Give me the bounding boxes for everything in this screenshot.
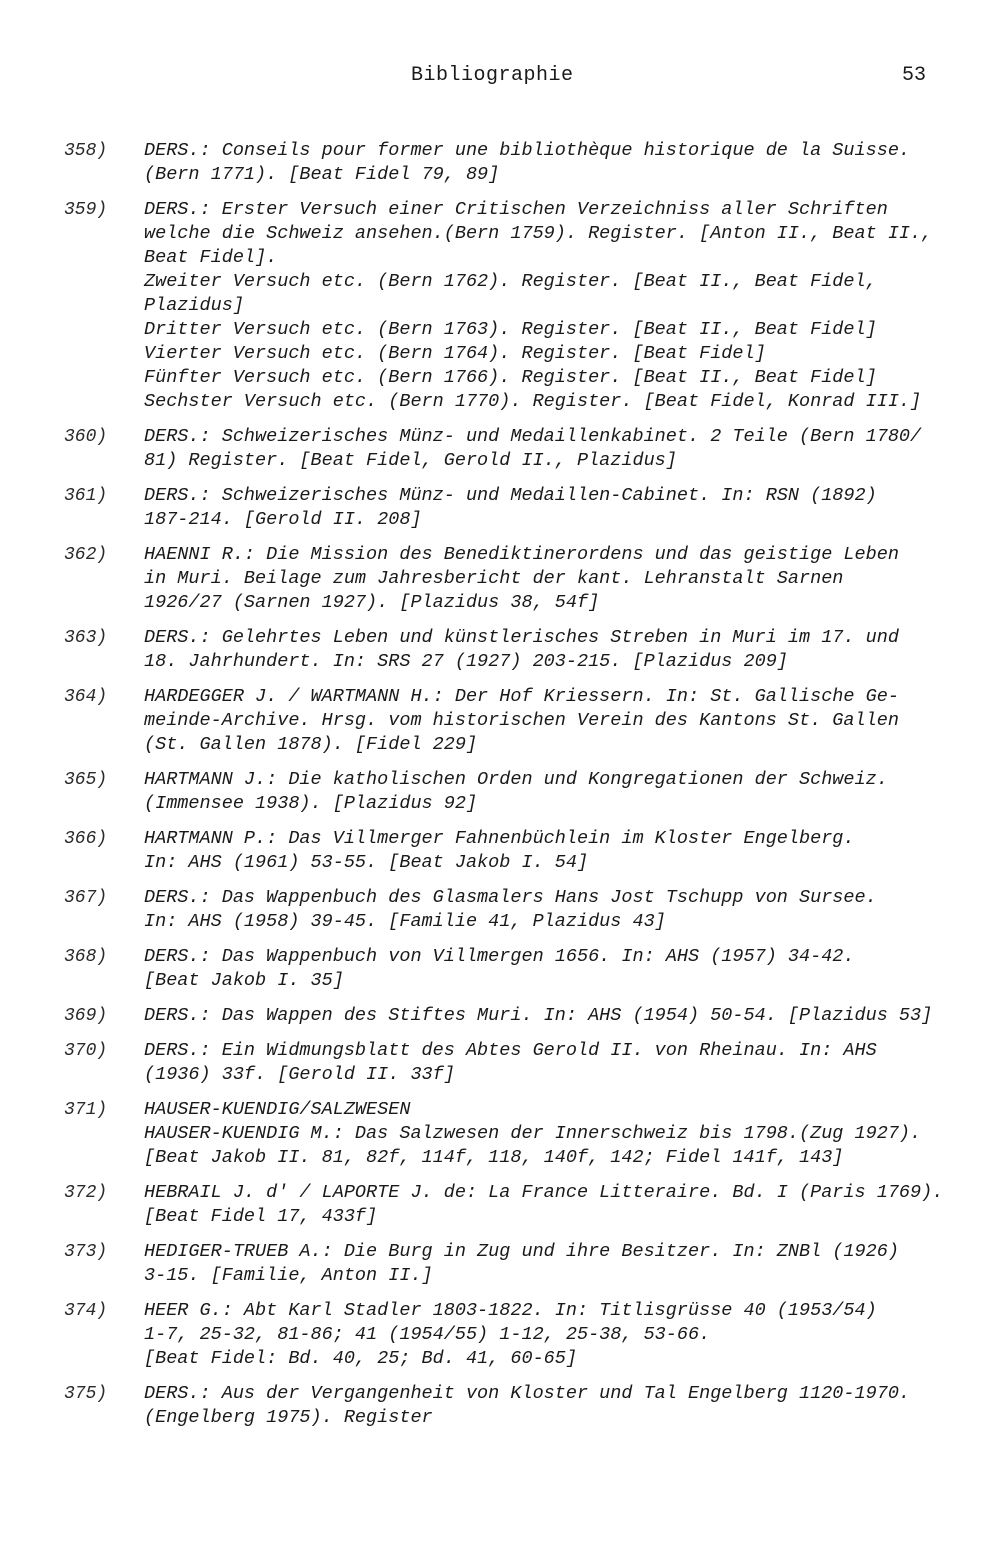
entry-line: 187-214. [Gerold II. 208] — [144, 509, 422, 530]
entry-number: 368) — [64, 947, 108, 967]
entry-number: 363) — [64, 628, 108, 648]
entry-text — [144, 543, 974, 615]
entry-line: [Beat Jakob I. 35] — [144, 970, 344, 991]
entry-line: In: AHS (1958) 39-45. [Familie 41, Plazidus 43] — [144, 911, 666, 932]
entry-text — [144, 425, 974, 473]
entry-line: DERS.: Schweizerisches Münz- und Medaillen-Cabinet. In: RSN (1892) — [144, 485, 877, 506]
bibliography-entry — [0, 198, 1000, 414]
entry-line: HARDEGGER J. / WARTMANN H.: Der Hof Kriessern. In: St. Gallische Ge- — [144, 686, 899, 707]
bibliography-list — [0, 139, 1000, 1441]
entry-line: DERS.: Erster Versuch einer Critischen Verzeichniss aller Schriften — [144, 199, 888, 220]
entry-line: Vierter Versuch etc. (Bern 1764). Register. [Beat Fidel] — [144, 343, 766, 364]
entry-number: 369) — [64, 1006, 108, 1026]
entry-number: 373) — [64, 1242, 108, 1262]
entry-line: [Beat Jakob II. 81, 82f, 114f, 118, 140f, 142; Fidel 141f, 143] — [144, 1147, 844, 1168]
entry-number: 362) — [64, 545, 108, 565]
entry-line: In: AHS (1961) 53-55. [Beat Jakob I. 54] — [144, 852, 589, 873]
entry-text — [144, 1004, 974, 1028]
entry-line: DERS.: Conseils pour former une bibliothèque historique de la Suisse. — [144, 140, 911, 161]
entry-number: 366) — [64, 829, 108, 849]
entry-number: 365) — [64, 770, 108, 790]
entry-line: HAENNI R.: Die Mission des Benediktinerordens und das geistige Leben — [144, 544, 899, 565]
entry-line: Dritter Versuch etc. (Bern 1763). Register. [Beat II., Beat Fidel] — [144, 319, 877, 340]
entry-number: 367) — [64, 888, 108, 908]
entry-line: (St. Gallen 1878). [Fidel 229] — [144, 734, 478, 755]
entry-number: 371) — [64, 1100, 108, 1120]
bibliography-entry — [0, 768, 1000, 816]
bibliography-entry — [0, 425, 1000, 473]
running-title: Bibliographie — [411, 64, 574, 87]
bibliography-entry — [0, 1181, 1000, 1229]
entry-line: in Muri. Beilage zum Jahresbericht der kant. Lehranstalt Sarnen — [144, 568, 844, 589]
entry-text — [144, 685, 974, 757]
entry-number: 358) — [64, 141, 108, 161]
entry-text — [144, 945, 974, 993]
entry-line: (Bern 1771). [Beat Fidel 79, 89] — [144, 164, 500, 185]
entry-line: DERS.: Das Wappenbuch von Villmergen 1656. In: AHS (1957) 34-42. — [144, 946, 855, 967]
entry-line: HAUSER-KUENDIG M.: Das Salzwesen der Innerschweiz bis 1798.(Zug 1927). — [144, 1123, 922, 1144]
entry-number: 360) — [64, 427, 108, 447]
entry-text — [144, 1382, 974, 1430]
entry-line: DERS.: Ein Widmungsblatt des Abtes Gerold II. von Rheinau. In: AHS — [144, 1040, 877, 1061]
entry-text — [144, 1240, 974, 1288]
entry-text — [144, 484, 974, 532]
entry-line: (Engelberg 1975). Register — [144, 1407, 433, 1428]
bibliography-entry — [0, 1004, 1000, 1028]
entry-line: (Immensee 1938). [Plazidus 92] — [144, 793, 478, 814]
bibliography-entry — [0, 1098, 1000, 1170]
entry-number: 374) — [64, 1301, 108, 1321]
entry-number: 375) — [64, 1384, 108, 1404]
page-number: 53 — [902, 64, 927, 87]
entry-line: 81) Register. [Beat Fidel, Gerold II., Plazidus] — [144, 450, 677, 471]
entry-number: 372) — [64, 1183, 108, 1203]
entry-line: meinde-Archive. Hrsg. vom historischen Verein des Kantons St. Gallen — [144, 710, 899, 731]
entry-line: HAUSER-KUENDIG/SALZWESEN — [144, 1099, 411, 1120]
bibliography-entry — [0, 626, 1000, 674]
entry-line: Beat Fidel]. — [144, 247, 278, 268]
entry-line: welche die Schweiz ansehen.(Bern 1759). Register. [Anton II., Beat II., — [144, 223, 933, 244]
entry-text — [144, 886, 974, 934]
bibliography-entry — [0, 1382, 1000, 1430]
entry-line: [Beat Fidel: Bd. 40, 25; Bd. 41, 60-65] — [144, 1348, 577, 1369]
entry-line: [Beat Fidel 17, 433f] — [144, 1206, 378, 1227]
entry-line: HARTMANN P.: Das Villmerger Fahnenbüchlein im Kloster Engelberg. — [144, 828, 855, 849]
bibliography-entry — [0, 685, 1000, 757]
entry-line: 3-15. [Familie, Anton II.] — [144, 1265, 433, 1286]
entry-text — [144, 827, 974, 875]
entry-line: 1926/27 (Sarnen 1927). [Plazidus 38, 54f] — [144, 592, 600, 613]
entry-line: HEER G.: Abt Karl Stadler 1803-1822. In: Titlisgrüsse 40 (1953/54) — [144, 1300, 877, 1321]
entry-line: DERS.: Aus der Vergangenheit von Kloster und Tal Engelberg 1120-1970. — [144, 1383, 911, 1404]
bibliography-entry — [0, 543, 1000, 615]
entry-line: DERS.: Das Wappen des Stiftes Muri. In: AHS (1954) 50-54. [Plazidus 53] — [144, 1005, 933, 1026]
entry-line: HARTMANN J.: Die katholischen Orden und Kongregationen der Schweiz. — [144, 769, 888, 790]
entry-text — [144, 1039, 974, 1087]
bibliography-entry — [0, 1299, 1000, 1371]
entry-number: 364) — [64, 687, 108, 707]
entry-line: Plazidus] — [144, 295, 244, 316]
bibliography-entry — [0, 484, 1000, 532]
entry-number: 370) — [64, 1041, 108, 1061]
entry-line: Sechster Versuch etc. (Bern 1770). Register. [Beat Fidel, Konrad III.] — [144, 391, 922, 412]
entry-line: Zweiter Versuch etc. (Bern 1762). Register. [Beat II., Beat Fidel, — [144, 271, 877, 292]
bibliography-entry — [0, 886, 1000, 934]
bibliography-entry — [0, 945, 1000, 993]
entry-number: 361) — [64, 486, 108, 506]
bibliography-entry — [0, 139, 1000, 187]
entry-line: 1-7, 25-32, 81-86; 41 (1954/55) 1-12, 25-38, 53-66. — [144, 1324, 711, 1345]
entry-text — [144, 139, 974, 187]
page-header — [0, 64, 1000, 94]
entry-line: DERS.: Schweizerisches Münz- und Medaillenkabinet. 2 Teile (Bern 1780/ — [144, 426, 922, 447]
bibliography-entry — [0, 1240, 1000, 1288]
entry-line: DERS.: Das Wappenbuch des Glasmalers Hans Jost Tschupp von Sursee. — [144, 887, 877, 908]
entry-text — [144, 626, 974, 674]
entry-text — [144, 1299, 974, 1371]
entry-line: (1936) 33f. [Gerold II. 33f] — [144, 1064, 455, 1085]
entry-line: DERS.: Gelehrtes Leben und künstlerisches Streben in Muri im 17. und — [144, 627, 899, 648]
entry-text — [144, 198, 974, 414]
entry-line: HEBRAIL J. d' / LAPORTE J. de: La France Litteraire. Bd. I (Paris 1769). — [144, 1182, 944, 1203]
bibliography-entry — [0, 827, 1000, 875]
entry-line: Fünfter Versuch etc. (Bern 1766). Register. [Beat II., Beat Fidel] — [144, 367, 877, 388]
bibliography-entry — [0, 1039, 1000, 1087]
entry-line: 18. Jahrhundert. In: SRS 27 (1927) 203-215. [Plazidus 209] — [144, 651, 788, 672]
entry-text — [144, 1098, 974, 1170]
entry-line: HEDIGER-TRUEB A.: Die Burg in Zug und ihre Besitzer. In: ZNBl (1926) — [144, 1241, 899, 1262]
entry-text — [144, 768, 974, 816]
entry-number: 359) — [64, 200, 108, 220]
entry-text — [144, 1181, 974, 1229]
